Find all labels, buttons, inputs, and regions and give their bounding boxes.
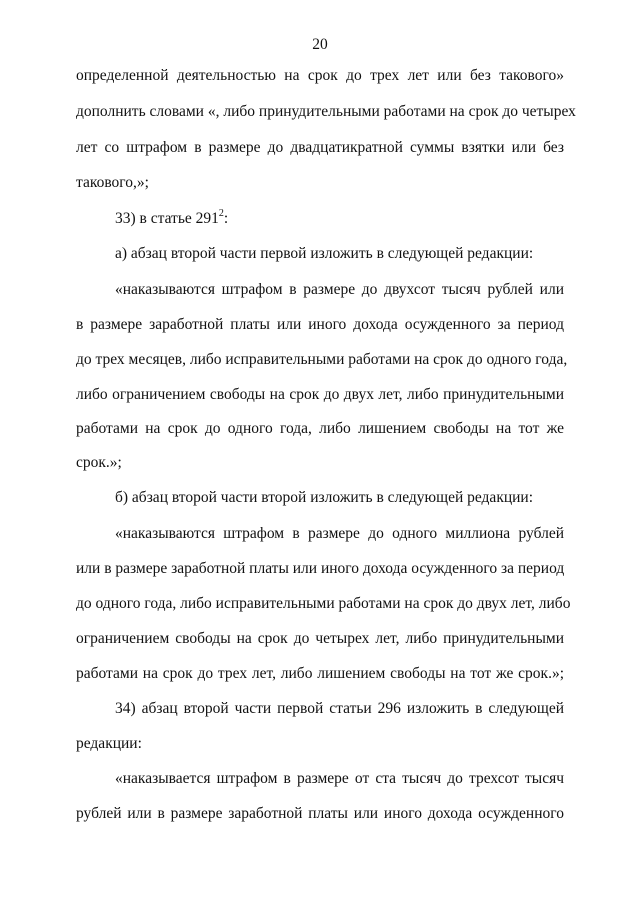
body-line: «наказывается штрафом в размере от ста тысяч до трехсот тысяч bbox=[115, 770, 564, 787]
article-heading-suffix: : bbox=[223, 210, 229, 227]
body-line: такового,»; bbox=[76, 174, 149, 191]
body-line: 34) абзац второй части первой статьи 296 изложить в следующей bbox=[115, 700, 564, 717]
body-line: «наказываются штрафом в размере до одного миллиона рублей bbox=[115, 525, 564, 542]
page-number: 20 bbox=[312, 36, 328, 53]
body-line: определенной деятельностью на срок до трех лет или без такового» bbox=[76, 67, 564, 84]
body-line: б) абзац второй части второй изложить в следующей редакции: bbox=[115, 489, 534, 506]
body-line: до одного года, либо исправительными работами на срок до двух лет, либо bbox=[76, 595, 571, 612]
body-line: редакции: bbox=[76, 735, 142, 752]
body-line: либо ограничением свободы на срок до двух лет, либо принудительными bbox=[76, 386, 564, 403]
body-line: «наказываются штрафом в размере до двухсот тысяч рублей или bbox=[115, 281, 564, 298]
body-line: дополнить словами «, либо принудительными работами на срок до четырех bbox=[76, 103, 576, 120]
article-heading bbox=[115, 209, 564, 229]
body-line: работами на срок до одного года, либо лишением свободы на тот же bbox=[76, 420, 564, 437]
body-line: лет со штрафом в размере до двадцатикратной суммы взятки или без bbox=[76, 139, 564, 156]
body-line: или в размере заработной платы или иного дохода осужденного за период bbox=[76, 560, 565, 577]
article-heading-text: 33) в статье 291 bbox=[115, 210, 219, 227]
body-line: а) абзац второй части первой изложить в следующей редакции: bbox=[115, 245, 534, 262]
body-line: работами на срок до трех лет, либо лишением свободы на тот же срок.»; bbox=[76, 665, 564, 682]
body-line: в размере заработной платы или иного дохода осужденного за период bbox=[76, 316, 564, 333]
article-superscript: 2 bbox=[218, 207, 224, 219]
body-line: рублей или в размере заработной платы или иного дохода осужденного bbox=[76, 805, 564, 822]
body-line: срок.»; bbox=[76, 454, 122, 471]
body-line: ограничением свободы на срок до четырех лет, либо принудительными bbox=[76, 630, 564, 647]
body-line: до трех месяцев, либо исправительными работами на срок до одного года, bbox=[76, 351, 568, 368]
